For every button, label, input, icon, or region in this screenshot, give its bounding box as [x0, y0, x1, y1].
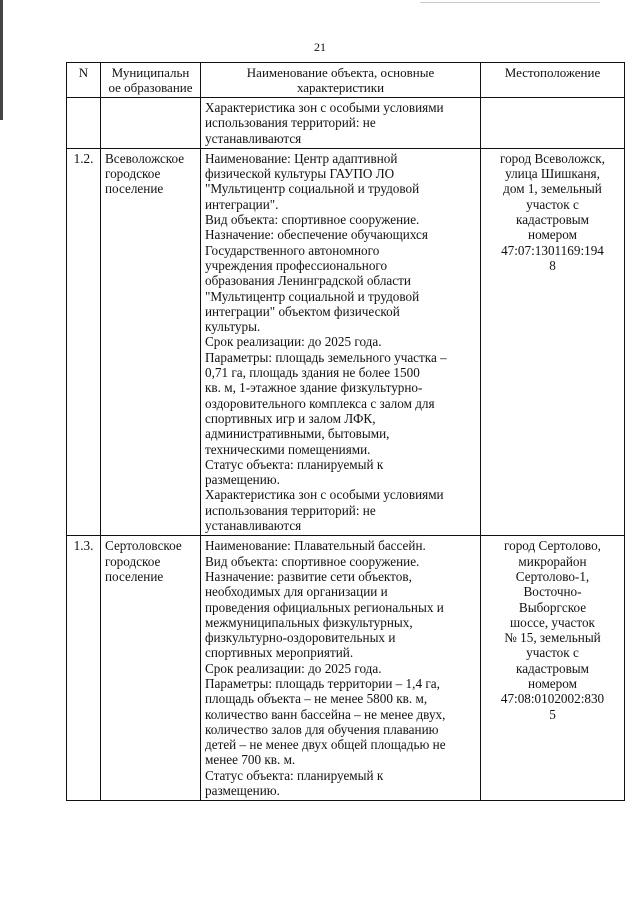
- page-number: 21: [314, 40, 326, 54]
- description-line: Параметры: площадь территории – 1,4 га,: [205, 675, 440, 691]
- description-line: устанавливаются: [205, 518, 302, 534]
- location-line: кадастровым: [515, 660, 590, 676]
- row-number: [67, 98, 101, 149]
- description-line: Статус объекта: планируемый к: [205, 456, 384, 472]
- description-line: проведения официальных региональных и: [205, 599, 444, 615]
- table-row: [67, 536, 625, 801]
- description-line: 0,71 га, площадь здания не более 1500: [205, 365, 420, 381]
- row-location: [481, 536, 625, 801]
- description-line: межмуниципальных физкультурных,: [205, 614, 413, 630]
- row-location: [481, 148, 625, 535]
- row-number: 1.3.: [67, 536, 101, 801]
- description-line: менее 700 кв. м.: [205, 752, 296, 768]
- location-line: дом 1, земельный: [503, 181, 602, 197]
- description-line: количество ванн бассейна – не менее двух,: [205, 706, 446, 722]
- row-description: [201, 536, 481, 801]
- description-line: интеграции".: [205, 196, 279, 212]
- description-line: Назначение: развитие сети объектов,: [205, 568, 412, 584]
- location-line: шоссе, участок: [510, 614, 595, 630]
- description-line: Статус объекта: планируемый к: [205, 767, 384, 783]
- description-line: Наименование: Плавательный бассейн.: [205, 538, 426, 554]
- description-line: количество залов для обучения плаванию: [205, 721, 439, 737]
- description-line: Государственного автономного: [205, 242, 380, 258]
- description-line: размещению.: [205, 783, 280, 799]
- description-line: Вид объекта: спортивное сооружение.: [205, 212, 420, 228]
- description-line: Срок реализации: до 2025 года.: [205, 660, 382, 676]
- header-n: N: [67, 63, 101, 98]
- row-municipality: Сертоловское городское поселение: [101, 536, 201, 801]
- description-line: образования Ленинградской области: [205, 273, 411, 289]
- description-line: размещению.: [205, 472, 280, 488]
- location-line: № 15, земельный: [504, 630, 601, 646]
- location-line: город Сертолово,: [504, 538, 601, 554]
- description-line: "Мультицентр социальной и трудовой: [205, 181, 420, 197]
- row-municipality: Всеволожское городское поселение: [101, 148, 201, 535]
- row-number: 1.2.: [67, 148, 101, 535]
- location-line: Сертолово-1,: [515, 568, 590, 584]
- description-line: Наименование: Центр адаптивной: [205, 150, 398, 166]
- description-line: использования территорий: не: [205, 502, 376, 518]
- scan-edge-mark: [0, 0, 3, 120]
- description-line: интеграции" объектом физической: [205, 303, 400, 319]
- location-line: Восточно-: [523, 584, 582, 600]
- description-line: оздоровительного комплекса с залом для: [205, 395, 435, 411]
- description-line: Характеристика зон с особыми условиями: [205, 487, 444, 503]
- header-municipality: Муниципальн ое образование: [101, 63, 201, 98]
- description-line: устанавливаются: [205, 130, 302, 146]
- table-row: [67, 98, 625, 149]
- description-line: спортивных мероприятий.: [205, 645, 354, 661]
- location-line: 47:07:1301169:194: [501, 242, 604, 258]
- row-description: [201, 148, 481, 535]
- description-line: культуры.: [205, 319, 261, 335]
- location-line: 47:08:0102002:830: [500, 691, 605, 707]
- description-line: Характеристика зон с особыми условиями: [205, 100, 444, 115]
- location-line: город Всеволожск,: [500, 150, 605, 166]
- location-line: номером: [528, 227, 577, 243]
- header-location: Местоположение: [481, 63, 625, 98]
- row-location: [481, 98, 625, 149]
- location-line: 8: [549, 257, 556, 273]
- description-line: Назначение: обеспечение обучающихся: [205, 227, 428, 243]
- description-line: физической культуры ГАУПО ЛО: [205, 166, 395, 182]
- description-line: "Мультицентр социальной и трудовой: [205, 288, 420, 304]
- table-header-row: [67, 63, 625, 98]
- location-line: улица Шишканя,: [505, 166, 600, 182]
- description-line: Параметры: площадь земельного участка –: [205, 349, 447, 365]
- header-description: Наименование объекта, основные характеристики: [201, 63, 481, 98]
- description-line: спортивных игр и залом ЛФК,: [205, 410, 376, 426]
- description-line: площадь объекта – не менее 5800 кв. м,: [205, 691, 428, 707]
- description-line: детей – не менее двух общей площадью не: [205, 737, 446, 753]
- row-description: [201, 98, 481, 149]
- location-line: 5: [549, 706, 556, 722]
- description-line: учреждения профессионального: [205, 257, 388, 273]
- location-line: участок с: [526, 645, 579, 661]
- description-line: техническими помещениями.: [205, 441, 371, 457]
- description-line: административными, бытовыми,: [205, 426, 390, 442]
- description-line: кв. м, 1-этажное здание физкультурно-: [205, 380, 423, 396]
- location-line: микрорайон: [518, 553, 587, 569]
- row-municipality: [101, 98, 201, 149]
- scan-top-mark: [420, 2, 600, 3]
- location-line: номером: [528, 675, 577, 691]
- objects-table: [66, 62, 625, 801]
- location-line: Выборгское: [518, 599, 587, 615]
- description-line: необходимых для организации и: [205, 584, 388, 600]
- description-line: использования территорий: не: [205, 115, 376, 131]
- table-row: [67, 148, 625, 535]
- description-line: физкультурно-оздоровительных и: [205, 630, 396, 646]
- description-line: Срок реализации: до 2025 года.: [205, 334, 382, 350]
- location-line: кадастровым: [515, 212, 590, 228]
- description-line: Вид объекта: спортивное сооружение.: [205, 553, 420, 569]
- location-line: участок с: [526, 196, 579, 212]
